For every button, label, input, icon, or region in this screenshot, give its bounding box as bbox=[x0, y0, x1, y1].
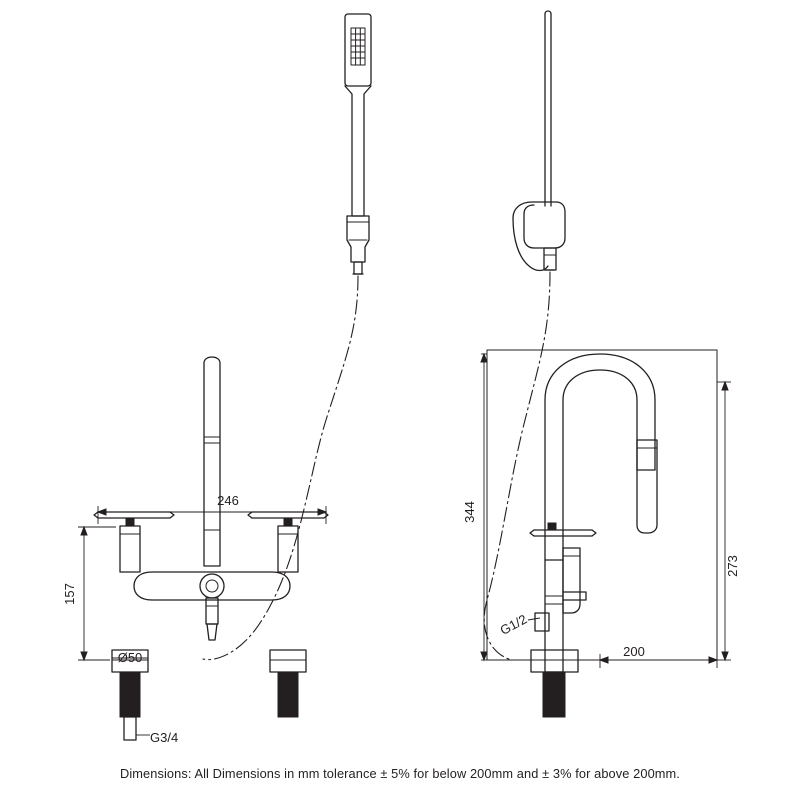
dimension-344-label: 344 bbox=[462, 501, 477, 523]
footnote-text: Dimensions: All Dimensions in mm tolerance ± 5% for below 200mm and ± 3% for above 200mm. bbox=[120, 766, 680, 781]
dimension-157-label: 157 bbox=[62, 583, 77, 605]
dimension-diameter50-label: Ø50 bbox=[117, 650, 143, 665]
side-dimension-200 bbox=[600, 644, 717, 668]
handset-holder-detail-view bbox=[513, 11, 565, 271]
front-dimension-g34 bbox=[136, 730, 178, 745]
side-dimension-g12 bbox=[497, 611, 540, 637]
dimension-246-label: 246 bbox=[217, 493, 239, 508]
dimension-g34-label: G3/4 bbox=[150, 730, 179, 745]
dimension-g12-label: G1/2 bbox=[497, 611, 530, 638]
dimension-200-label: 200 bbox=[623, 644, 645, 659]
front-elevation-view bbox=[94, 357, 328, 740]
dimension-273-label: 273 bbox=[725, 555, 740, 577]
side-dimension-273 bbox=[717, 382, 740, 660]
side-dimension-344 bbox=[462, 354, 487, 660]
front-dimension-157 bbox=[62, 527, 116, 660]
side-elevation-view bbox=[487, 350, 717, 717]
handset-hose-side bbox=[484, 272, 550, 660]
handset-detail-view bbox=[345, 14, 371, 274]
front-dimension-diameter-50 bbox=[112, 650, 148, 665]
handset-hose-front bbox=[203, 276, 358, 660]
